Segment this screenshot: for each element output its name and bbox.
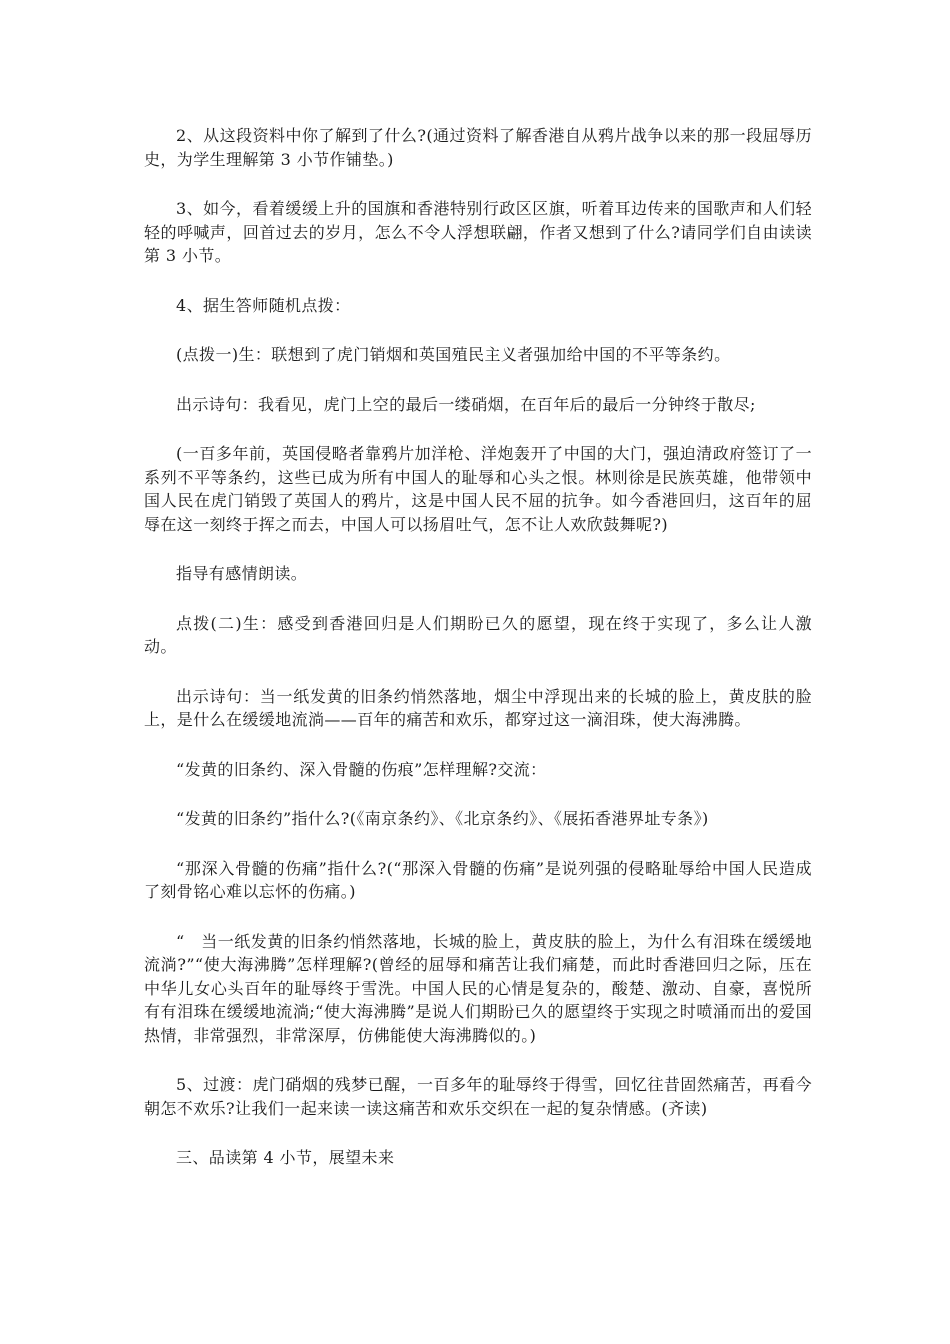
paragraph-hint-2: 点拨(二)生：感受到香港回归是人们期盼已久的愿望，现在终于实现了，多么让人激动。 xyxy=(144,613,812,656)
paragraph-treaties-question: “发黄的旧条约”指什么?(《南京条约》、《北京条约》、《展拓香港界址专条》) xyxy=(176,809,709,828)
document-body xyxy=(144,124,812,1196)
paragraph-step-4: 4、据生答师随机点拨： xyxy=(176,295,351,315)
paragraph-poem-line-2: 出示诗句：当一纸发黄的旧条约悄然落地，烟尘中浮现出来的长城的脸上，黄皮肤的脸上，是什么在缓缓地流淌——百年的痛苦和欢乐，都穿过这一滴泪珠，使大海沸腾。 xyxy=(144,686,812,729)
paragraph-transition-5: 5、过渡：虎门硝烟的残梦已醒，一百多年的耻辱终于得雪，回忆往昔固然痛苦，再看今朝怎不欢乐?让我们一起来读一读这痛苦和欢乐交织在一起的复杂情感。(齐读) xyxy=(144,1075,812,1118)
paragraph-history-explanation: (一百多年前，英国侵略者靠鸦片加洋枪、洋炮轰开了中国的大门，强迫清政府签订了一系列不平等条约，这些已成为所有中国人的耻辱和心头之恨。林则徐是民族英雄，他带领中国人民在虎门销毁了英国人的鸦片，这是中国人民不屈的抗争。如今香港回归，这百年的屈辱在这一刻终于挥之而去，中国人可以扬眉吐气，怎不让人欢欣鼓舞呢?) xyxy=(144,444,812,534)
paragraph-wound-question: “那深入骨髓的伤痛”指什么?(“那深入骨髓的伤痛”是说列强的侵略耻辱给中国人民造成了刻骨铭心难以忘怀的伤痛。) xyxy=(144,858,812,901)
paragraph-discussion-prompt: “发黄的旧条约、深入骨髓的伤痕”怎样理解?交流： xyxy=(176,759,547,779)
paragraph-tears-question: “ 当一纸发黄的旧条约悄然落地，长城的脸上，黄皮肤的脸上，为什么有泪珠在缓缓地流淌?”“使大海沸腾”怎样理解?(曾经的屈辱和痛苦让我们痛楚，而此时香港回归之际，压在中华儿女心头百年的耻辱终于雪洗。中国人民的心情是复杂的，酸楚、激动、自豪，喜悦所有有泪珠在缓缓地流淌;“使大海沸腾”是说人们期盼已久的愿望终于实现之时喷涌而出的爱国热情，非常强烈，非常深厚，仿佛能使大海沸腾似的。) xyxy=(144,931,812,1045)
paragraph-reading-guide: 指导有感情朗读。 xyxy=(176,564,308,583)
paragraph-hint-1: (点拨一)生：联想到了虎门销烟和英国殖民主义者强加给中国的不平等条约。 xyxy=(176,345,731,364)
paragraph-question-3: 3、如今，看着缓缓上升的国旗和香港特别行政区区旗，听着耳边传来的国歌声和人们轻轻的呼喊声，回首过去的岁月，怎么不令人浮想联翩，作者又想到了什么?请同学们自由读读第 3 小节。 xyxy=(144,199,812,265)
paragraph-question-2: 2、从这段资料中你了解到了什么?(通过资料了解香港自从鸦片战争以来的那一段屈辱历史，为学生理解第 3 小节作铺垫。) xyxy=(144,126,812,169)
paragraph-poem-line-1: 出示诗句：我看见，虎门上空的最后一缕硝烟，在百年后的最后一分钟终于散尽; xyxy=(176,394,756,414)
section-heading-3: 三、品读第 4 小节，展望未来 xyxy=(176,1148,395,1167)
